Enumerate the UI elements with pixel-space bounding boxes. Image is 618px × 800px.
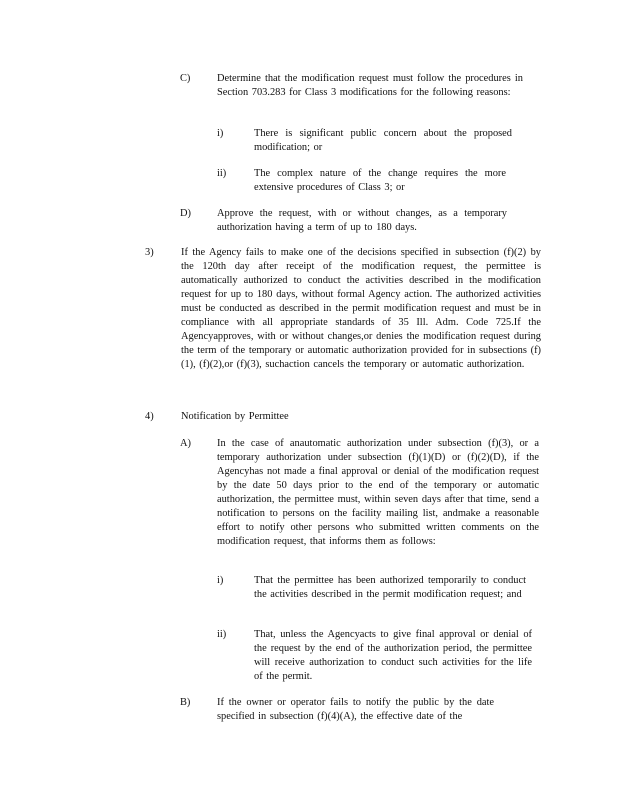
item-b bbox=[180, 696, 525, 726]
item-marker: A) bbox=[180, 438, 191, 449]
item-a-i bbox=[217, 574, 532, 618]
item-text: There is significant public concern about the proposed modification; or bbox=[254, 128, 512, 153]
item-text: Determine that the modification request must follow the procedures in Section 703.283 for Class 3 modifications for the following reasons: bbox=[217, 73, 523, 98]
item-text: The complex nature of the change requires the more extensive procedures of Class 3; or bbox=[254, 168, 506, 193]
item-d bbox=[180, 207, 525, 237]
item-marker: D) bbox=[180, 208, 191, 219]
item-text: In the case of anautomatic authorization under subsection (f)(3), or a temporary authorization under subsection (f)(1)(D) or (f)(2)(D), if the Agencyhas not made a final approval or denial of the modification request by the date 50 days prior to the end of the temporary or automatic authorization, the permittee must, within seven days after that time, send a notification to persons on the facility mailing list, andmake a reasonable effort to notify other persons who submitted written comments on the modification request, that informs them as follows: bbox=[217, 438, 539, 547]
item-text: Approve the request, with or without changes, as a temporary authorization having a term of up to 180 days. bbox=[217, 208, 507, 233]
paragraph-3 bbox=[145, 246, 545, 401]
paragraph-marker: 3) bbox=[145, 247, 154, 258]
paragraph-text: If the Agency fails to make one of the decisions specified in subsection (f)(2) by the 120th day after receipt of the modification request, the permittee is automatically authorized to conduct the activities described in the modification request for up to 180 days, without formal Agency action. The authorized activities must be conducted as described in the permit modification request and must be in compliance with all appropriate standards of 35 Ill. Adm. Code 725.If the Agencyapproves, with or without changes,or denies the modification request during the term of the temporary or automatic authorization provided for in subsections (f)(1), (f)(2),or (f)(3), suchaction cancels the temporary or automatic authorization. bbox=[181, 247, 541, 370]
item-marker: B) bbox=[180, 697, 191, 708]
paragraph-heading: Notification by Permittee bbox=[181, 411, 289, 422]
paragraph-4 bbox=[145, 410, 545, 426]
item-a bbox=[180, 437, 545, 567]
item-c-ii bbox=[217, 167, 517, 197]
item-c-i bbox=[217, 127, 517, 157]
item-text: That, unless the Agencyacts to give final approval or denial of the request by the end of the authorization period, the permittee will receive authorization to conduct such activities for the life of the permit. bbox=[254, 629, 532, 682]
item-marker: i) bbox=[217, 128, 224, 139]
item-text: That the permittee has been authorized temporarily to conduct the activities described in the permit modification request; and bbox=[254, 575, 526, 600]
item-a-ii bbox=[217, 628, 537, 686]
item-marker: i) bbox=[217, 575, 224, 586]
item-c bbox=[180, 72, 525, 116]
item-marker: ii) bbox=[217, 168, 227, 179]
paragraph-marker: 4) bbox=[145, 411, 154, 422]
item-marker: ii) bbox=[217, 629, 227, 640]
item-text: If the owner or operator fails to notify the public by the date specified in subsection (f)(4)(A), the effective date of the bbox=[217, 697, 494, 722]
item-marker: C) bbox=[180, 73, 191, 84]
